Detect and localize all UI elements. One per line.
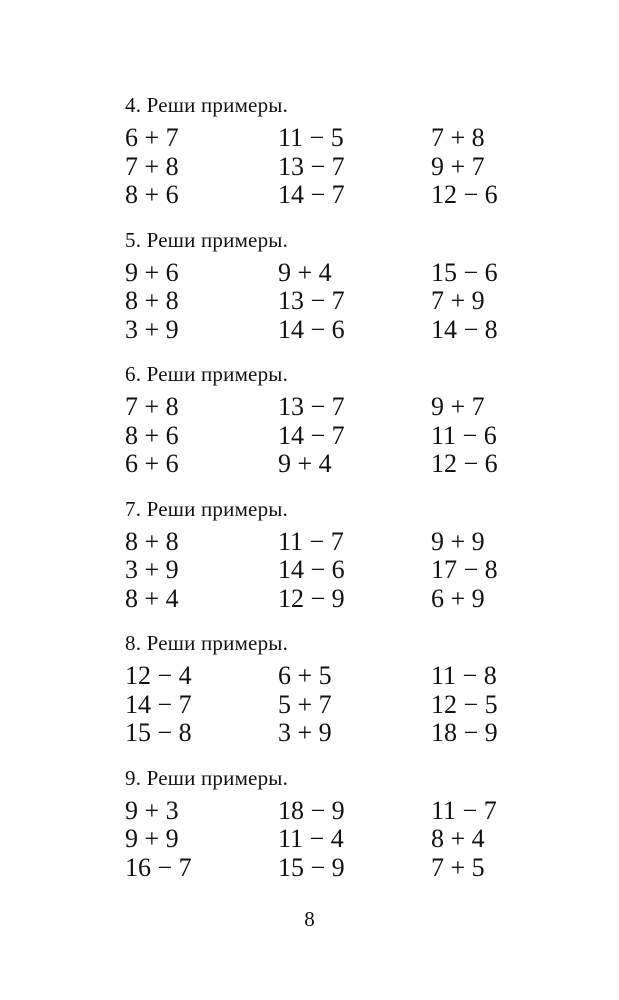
- math-problem: 12 − 6: [431, 449, 498, 479]
- math-problem: 14 − 7: [278, 180, 345, 210]
- math-problem: 12 − 9: [278, 583, 345, 613]
- math-problem: 6 + 9: [431, 583, 485, 613]
- exercise-heading: [125, 361, 525, 393]
- exercise-block: [125, 765, 525, 900]
- math-problem: 9 + 7: [431, 392, 485, 421]
- math-problem: 9 + 7: [431, 151, 485, 181]
- exercise-number: 9.: [125, 765, 142, 790]
- exercise-title: Реши примеры.: [146, 496, 289, 521]
- exercise-title: Реши примеры.: [146, 362, 289, 386]
- math-problem: 13 − 7: [278, 151, 345, 181]
- math-problem: 7 + 8: [431, 123, 485, 152]
- math-problem: 8 + 8: [125, 286, 179, 316]
- math-problem: 3 + 9: [278, 718, 332, 748]
- exercise-heading: [125, 227, 525, 259]
- exercise-heading: [125, 92, 525, 124]
- math-problem: 6 + 5: [278, 661, 332, 690]
- math-problem: 11 − 4: [278, 824, 344, 854]
- exercise-number: 4.: [125, 93, 142, 117]
- math-problem: 11 − 6: [431, 420, 497, 450]
- exercise-heading: [125, 630, 525, 662]
- math-problem: 8 + 8: [125, 526, 179, 556]
- math-problem: 7 + 8: [125, 392, 179, 421]
- math-problem: 11 − 7: [431, 795, 497, 825]
- math-problem: 8 + 4: [431, 824, 485, 854]
- problem-grid: [125, 393, 525, 479]
- math-problem: 8 + 6: [125, 420, 179, 450]
- math-problem: 11 − 8: [431, 661, 497, 690]
- exercise-block: [125, 92, 525, 227]
- math-problem: 12 − 5: [431, 689, 498, 719]
- math-problem: 14 − 6: [278, 555, 345, 585]
- math-problem: 15 − 9: [278, 852, 345, 882]
- math-problem: 18 − 9: [431, 718, 498, 748]
- math-problem: 12 − 6: [431, 180, 498, 210]
- math-problem: 9 + 4: [278, 449, 332, 479]
- problem-grid: [125, 259, 525, 345]
- math-problem: 8 + 4: [125, 583, 179, 613]
- math-problem: 12 − 4: [125, 661, 192, 690]
- exercise-title: Реши примеры.: [146, 227, 289, 252]
- page-number: 8: [304, 907, 315, 931]
- math-problem: 6 + 6: [125, 449, 179, 479]
- math-problem: 7 + 5: [431, 852, 485, 882]
- exercise-heading: [125, 765, 525, 797]
- math-problem: 3 + 9: [125, 555, 179, 585]
- math-problem: 13 − 7: [278, 286, 345, 316]
- exercise-block: [125, 227, 525, 362]
- exercise-heading: [125, 496, 525, 528]
- math-problem: 8 + 6: [125, 180, 179, 210]
- math-problem: 11 − 5: [278, 123, 344, 152]
- math-problem: 7 + 9: [431, 286, 485, 316]
- math-problem: 14 − 7: [278, 420, 345, 450]
- math-problem: 9 + 6: [125, 257, 179, 287]
- exercise-title: Реши примеры.: [146, 631, 289, 655]
- math-problem: 18 − 9: [278, 795, 345, 825]
- math-problem: 6 + 7: [125, 123, 179, 152]
- problem-grid: [125, 662, 525, 748]
- math-problem: 9 + 9: [431, 526, 485, 556]
- math-problem: 14 − 6: [278, 314, 345, 344]
- math-problem: 17 − 8: [431, 555, 498, 585]
- problem-grid: [125, 528, 525, 614]
- math-problem: 11 − 7: [278, 526, 344, 556]
- exercise-block: [125, 361, 525, 496]
- exercise-number: 8.: [125, 631, 142, 655]
- exercise-number: 5.: [125, 227, 142, 252]
- exercise-number: 6.: [125, 362, 142, 386]
- exercise-title: Реши примеры.: [146, 93, 289, 117]
- math-problem: 13 − 7: [278, 392, 345, 421]
- math-problem: 14 − 8: [431, 314, 498, 344]
- math-problem: 9 + 3: [125, 795, 179, 825]
- exercise-block: [125, 630, 525, 765]
- math-problem: 3 + 9: [125, 314, 179, 344]
- math-problem: 5 + 7: [278, 689, 332, 719]
- math-problem: 9 + 4: [278, 257, 332, 287]
- exercise-list: [125, 92, 525, 899]
- problem-grid: [125, 797, 525, 883]
- math-problem: 15 − 6: [431, 257, 498, 287]
- math-problem: 7 + 8: [125, 151, 179, 181]
- math-problem: 16 − 7: [125, 852, 192, 882]
- exercise-block: [125, 496, 525, 631]
- math-problem: 15 − 8: [125, 718, 192, 748]
- math-problem: 14 − 7: [125, 689, 192, 719]
- problem-grid: [125, 124, 525, 210]
- math-problem: 9 + 9: [125, 824, 179, 854]
- exercise-title: Реши примеры.: [146, 765, 289, 790]
- exercise-number: 7.: [125, 496, 142, 521]
